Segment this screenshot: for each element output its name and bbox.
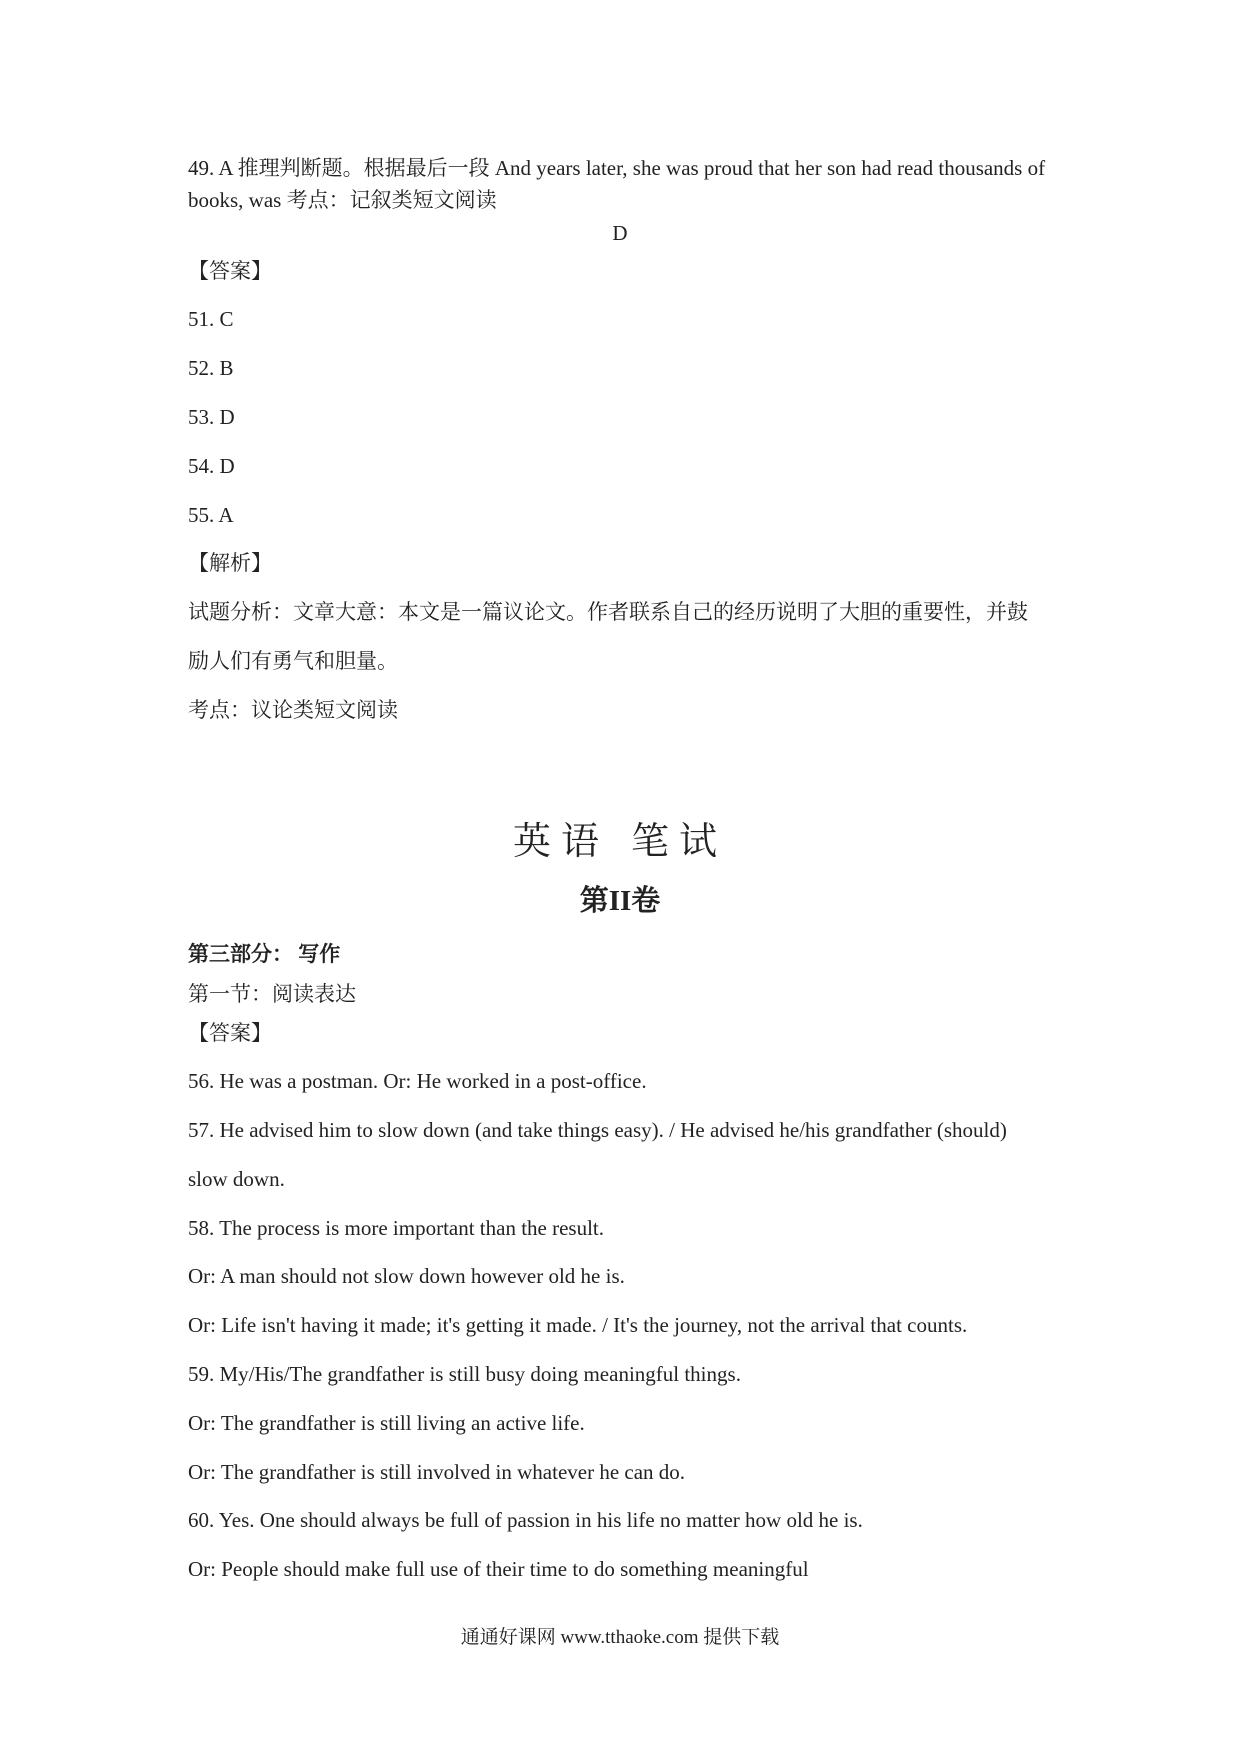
kaodian-note: 考点：议论类短文阅读 bbox=[188, 698, 398, 722]
answer-53: 53. D bbox=[188, 405, 235, 429]
answer-58-alt-1: Or: A man should not slow down however old he is. bbox=[188, 1264, 625, 1288]
answer-58: 58. The process is more important than the result. bbox=[188, 1216, 605, 1240]
answer-49-explanation: 49. A 推理判断题。根据最后一段 And years later, she was proud that her son had read thousands of books, was 考点：记叙类短文阅读 bbox=[188, 156, 1046, 212]
answer-label: 【答案】 bbox=[188, 259, 272, 283]
part-three-heading: 第三部分： 写作 bbox=[188, 942, 341, 966]
page-subtitle: 第II卷 bbox=[579, 885, 661, 917]
page-footer: 通通好课网 www.tthaoke.com 提供下载 bbox=[460, 1627, 780, 1648]
answer-55: 55. A bbox=[188, 503, 234, 527]
analysis-label: 【解析】 bbox=[188, 551, 272, 575]
answer-59-alt-1: Or: The grandfather is still living an active life. bbox=[188, 1411, 585, 1435]
answer-51: 51. C bbox=[188, 307, 234, 331]
answer-60-alt-1: Or: People should make full use of their time to do something meaningful bbox=[188, 1557, 809, 1581]
answer-59-alt-2: Or: The grandfather is still involved in whatever he can do. bbox=[188, 1460, 686, 1484]
analysis-text-line-1: 试题分析：文章大意：本文是一篇议论文。作者联系自己的经历说明了大胆的重要性，并鼓 bbox=[188, 600, 1028, 624]
answer-57-line-1: 57. He advised him to slow down (and take things easy). / He advised he/his grandfather (should) bbox=[188, 1118, 1007, 1142]
title-part-1: 英语 bbox=[512, 821, 609, 863]
answer-56: 56. He was a postman. Or: He worked in a post-office. bbox=[188, 1069, 647, 1093]
page-title bbox=[0, 810, 1240, 865]
analysis-text-line-2: 励人们有勇气和胆量。 bbox=[188, 649, 398, 673]
section-one-heading: 第一节：阅读表达 bbox=[188, 982, 356, 1006]
answer-54: 54. D bbox=[188, 454, 235, 478]
section-d-heading: D bbox=[612, 221, 628, 245]
answer-label: 【答案】 bbox=[188, 1021, 272, 1045]
answer-57-line-2: slow down. bbox=[188, 1167, 285, 1191]
answer-60: 60. Yes. One should always be full of passion in his life no matter how old he is. bbox=[188, 1508, 863, 1532]
answer-58-alt-2: Or: Life isn't having it made; it's getting it made. / It's the journey, not the arrival that counts. bbox=[188, 1313, 968, 1337]
answer-59: 59. My/His/The grandfather is still busy doing meaningful things. bbox=[188, 1362, 741, 1386]
answer-52: 52. B bbox=[188, 356, 234, 380]
title-part-2: 笔试 bbox=[631, 821, 728, 863]
